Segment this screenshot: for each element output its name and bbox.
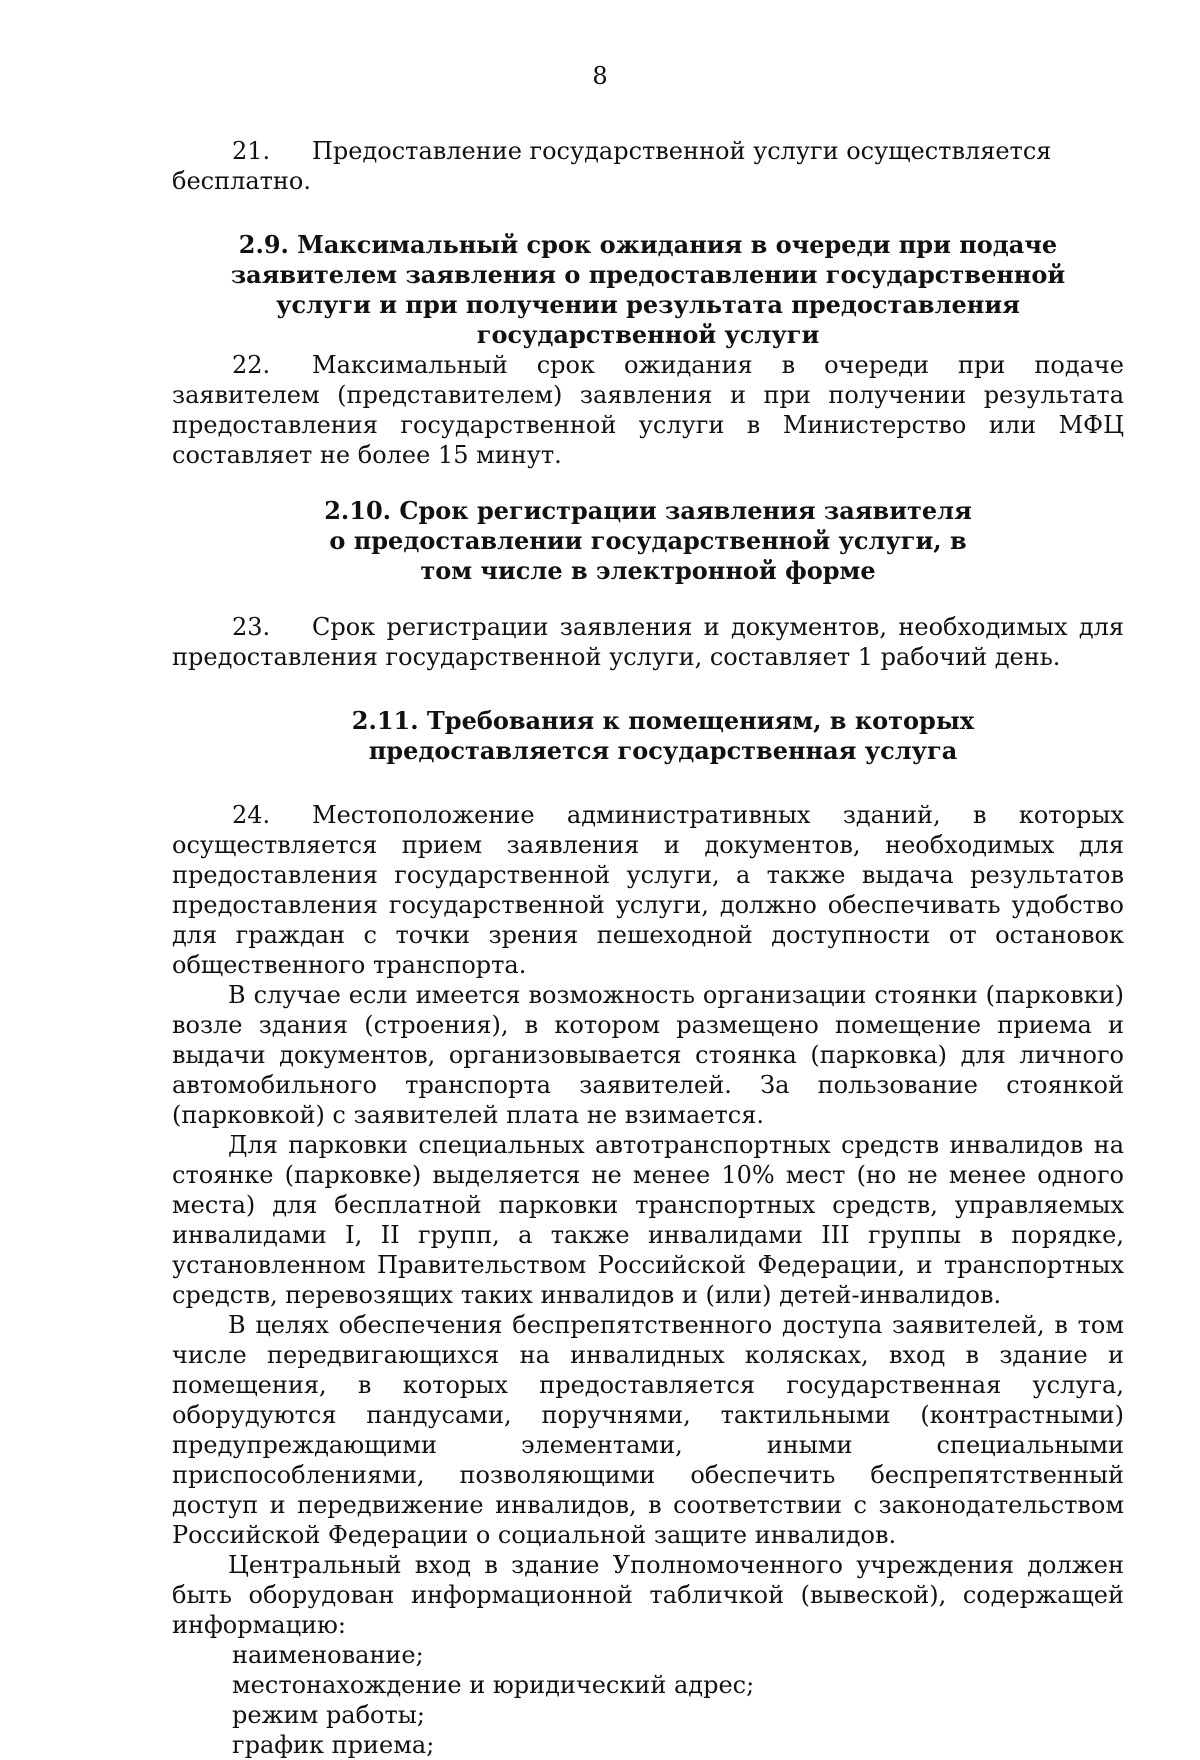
list-item: график приема; <box>232 1731 435 1759</box>
list-item: наименование; <box>232 1641 424 1669</box>
list-item: режим работы; <box>232 1701 425 1729</box>
item-22-text: Максимальный срок ожидания в очереди при подаче заявителем (представителем) заявления и при получении результата предоставления государственной услуги в Министерство или МФЦ составляет не более 15 минут. <box>172 351 1124 469</box>
item-22-number: 22. <box>232 351 271 379</box>
item-24-number: 24. <box>232 801 271 829</box>
section-2-11-heading: 2.11. Требования к помещениям, в которых предоставляется государственная услуга <box>351 706 975 765</box>
document-body <box>172 136 1124 1760</box>
item-21 <box>172 136 1124 196</box>
section-2-10-heading: 2.10. Срок регистрации заявления заявителя о предоставлении государственной услуги, в том числе в электронной форме <box>324 496 972 585</box>
item-23-number: 23. <box>232 613 271 641</box>
item-21-text: Предоставление государственной услуги осуществляется бесплатно. <box>172 137 1052 195</box>
item-22 <box>172 350 1124 470</box>
item-24-text: Местоположение административных зданий, в которых осуществляется прием заявления и документов, необходимых для предоставления государственной услуги, а также выдача результатов предоставления государственной услуги, должно обеспечивать удобство для граждан с точки зрения пешеходной доступности от остановок общественного транспорта. <box>172 801 1124 979</box>
disabled-parking-paragraph: Для парковки специальных автотранспортных средств инвалидов на стоянке (парковке) выделяется не менее 10% мест (но не менее одного места) для бесплатной парковки транспортных средств, управляемых инвалидами I, II групп, а также инвалидами III группы в порядке, установленном Правительством Российской Федерации, и транспортных средств, перевозящих таких инвалидов и (или) детей-инвалидов. <box>172 1131 1124 1309</box>
item-23-text: Срок регистрации заявления и документов, необходимых для предоставления государственной услуги, составляет 1 рабочий день. <box>172 613 1124 671</box>
item-23 <box>172 612 1124 672</box>
central-entrance-paragraph: Центральный вход в здание Уполномоченного учреждения должен быть оборудован информационной табличкой (вывеской), содержащей информацию: <box>172 1551 1124 1639</box>
list-item: местонахождение и юридический адрес; <box>232 1671 755 1699</box>
page-number: 8 <box>592 62 608 90</box>
parking-paragraph: В случае если имеется возможность организации стоянки (парковки) возле здания (строения), в котором размещено помещение приема и выдачи документов, организовывается стоянка (парковка) для личного автомобильного транспорта заявителей. За пользование стоянкой (парковкой) с заявителей плата не взимается. <box>172 981 1124 1129</box>
section-2-9-heading: 2.9. Максимальный срок ожидания в очереди при подаче заявителем заявления о предоставлении государственной услуги и при получении результата предоставления государственной услуги <box>230 230 1066 349</box>
item-21-number: 21. <box>232 137 271 165</box>
accessibility-paragraph: В целях обеспечения беспрепятственного доступа заявителей, в том числе передвигающихся на инвалидных колясках, вход в здание и помещения, в которых предоставляется государственная услуга, оборудуются пандусами, поручнями, тактильными (контрастными) предупреждающими элементами, иными специальными приспособлениями, позволяющими обеспечить беспрепятственный доступ и передвижение инвалидов, в соответствии с законодательством Российской Федерации о социальной защите инвалидов. <box>172 1311 1124 1549</box>
item-24 <box>172 800 1124 980</box>
